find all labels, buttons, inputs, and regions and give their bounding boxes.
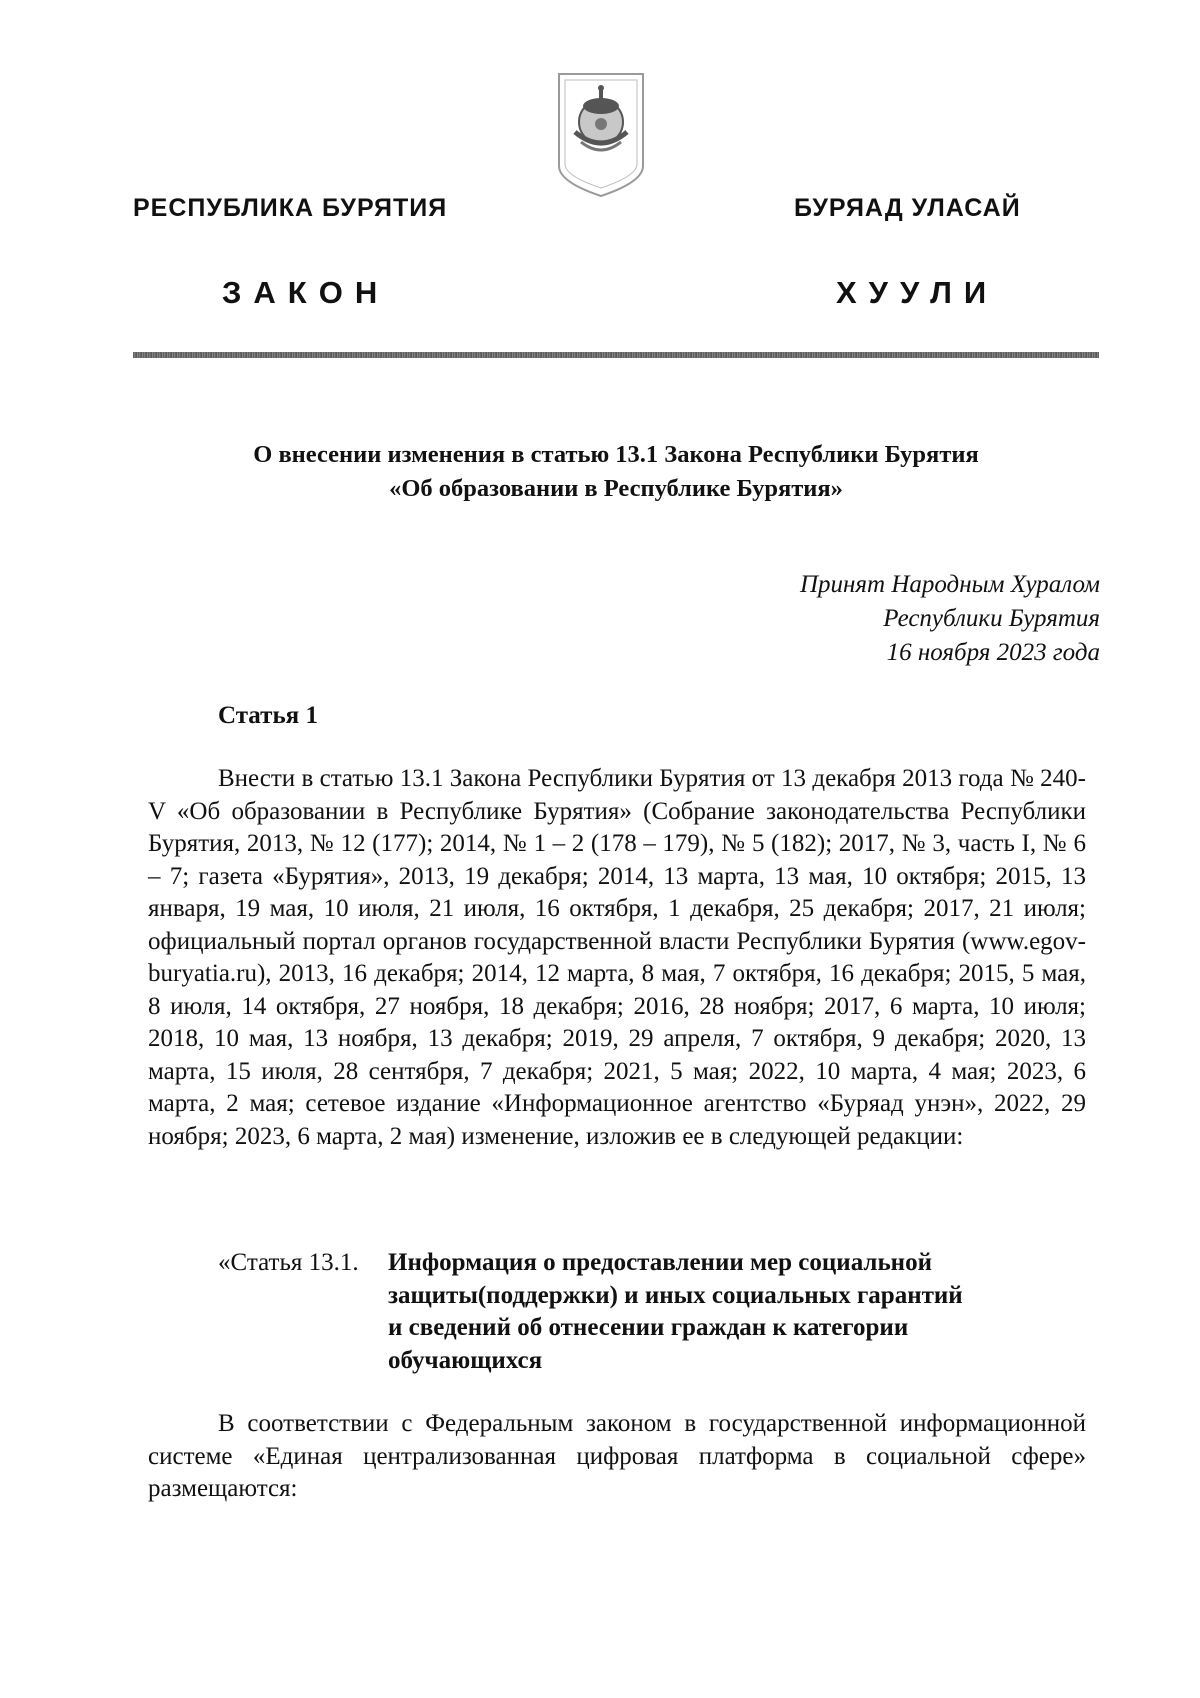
adoption-note xyxy=(800,568,1100,670)
amended-article-label: «Статья 13.1. xyxy=(218,1249,359,1276)
amended-title-line: обучающихся xyxy=(388,1346,543,1374)
amended-title-line: защиты(поддержки) и иных социальных гарантий xyxy=(388,1281,963,1309)
adoption-line: Принят Народным Хуралом xyxy=(799,571,1100,598)
amended-article-title xyxy=(388,1247,1048,1377)
adoption-date: 16 ноября 2023 года xyxy=(886,639,1100,666)
header-divider xyxy=(133,352,1099,358)
final-paragraph: В соответствии с Федеральным законом в государственной информационной системе «Единая централизованная цифровая платформа в социальной сфере» размещаются: xyxy=(148,1410,1086,1502)
adoption-line: Республики Бурятия xyxy=(883,605,1100,632)
amended-title-line: Информация о предоставлении мер социальной xyxy=(388,1249,932,1276)
republic-name-buryat: БУРЯАД УЛАСАЙ xyxy=(794,194,1021,222)
document-title xyxy=(133,438,1099,506)
article-heading: Статья 1 xyxy=(218,702,318,729)
title-line: О внесении изменения в статью 13.1 Закона Республики Бурятия xyxy=(253,441,979,468)
law-label-buryat: ХУУЛИ xyxy=(836,275,999,310)
title-line: «Об образовании в Республике Бурятия» xyxy=(389,475,843,502)
article-body-paragraph: Внести в статью 13.1 Закона Республики Бурятия от 13 декабря 2013 года № 240-V «Об образовании в Республике Бурятия» (Собрание законодательства Республики Бурятия, 2013, № 12 (177); 2014, № 1 – 2 (178 – 179), № 5 (182); 2017, № 3, часть I, № 6 – 7; газета «Бурятия», 2013, 19 декабря; 2014, 13 марта, 13 мая, 10 октября; 2015, 13 января, 19 мая, 10 июля, 21 июля, 16 октября, 1 декабря, 25 декабря; 2017, 21 июля; официальный портал органов государственной власти Республики Бурятия (www.egov-buryatia.ru), 2013, 16 декабря; 2014, 12 марта, 8 мая, 7 октября, 16 декабря; 2015, 5 мая, 8 июля, 14 октября, 27 ноября, 18 декабря; 2016, 28 ноября; 2017, 6 марта, 10 июля; 2018, 10 мая, 13 ноября, 13 декабря; 2019, 29 апреля, 7 октября, 9 декабря; 2020, 13 марта, 15 июля, 28 сентября, 7 декабря; 2021, 5 мая; 2022, 10 марта, 4 мая; 2023, 6 марта, 2 мая; сетевое издание «Информационное агентство «Буряад унэн», 2022, 29 ноября; 2023, 6 марта, 2 мая) изменение, изложив ее в следующей редакции: xyxy=(148,765,1086,1150)
republic-name-russian: РЕСПУБЛИКА БУРЯТИЯ xyxy=(133,194,448,222)
law-label-russian: ЗАКОН xyxy=(222,275,390,310)
coat-of-arms-icon xyxy=(555,70,647,200)
amended-title-line: и сведений об отнесении граждан к категории xyxy=(388,1314,909,1341)
